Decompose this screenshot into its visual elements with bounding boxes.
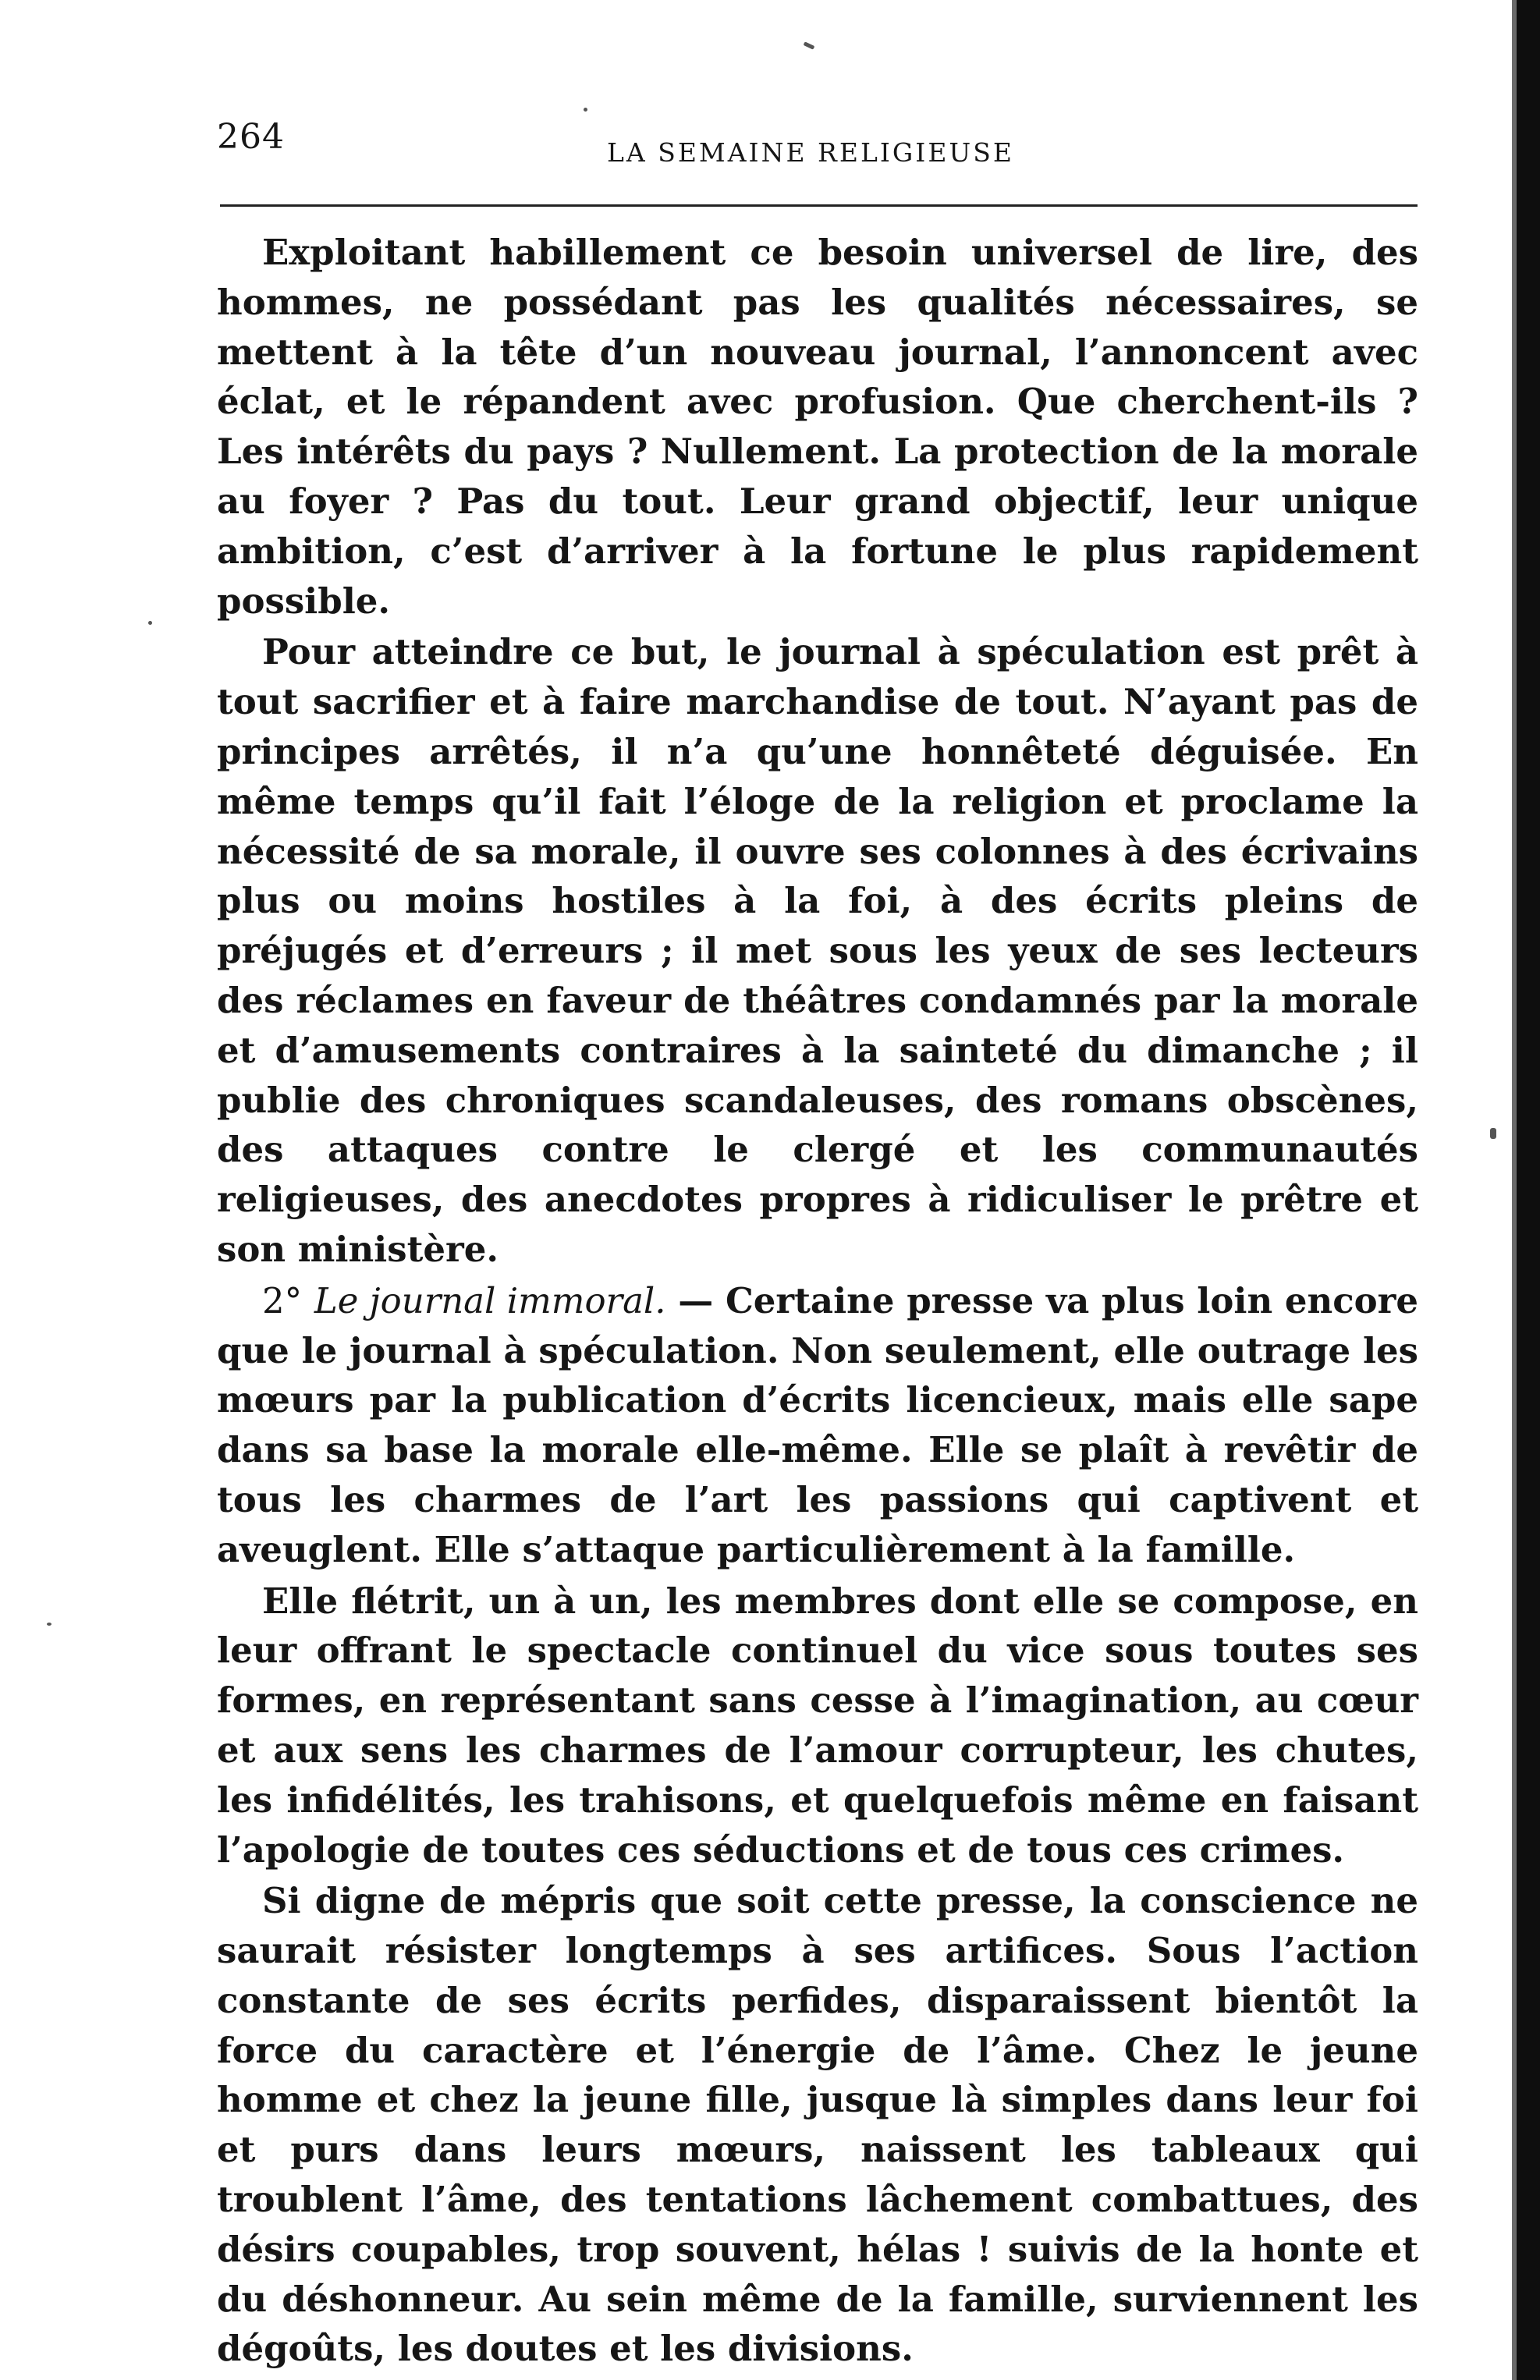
section-title: Le journal immoral. xyxy=(314,1279,666,1321)
paragraph-5: Si digne de mépris que soit cette presse, la conscience ne saurait résister longtemps à ses artifices. Sous l’action constante de ses écrits perfides, disparaissent bientôt la force du caractère et l’énergie de l’âme. Chez le jeune homme et chez la jeune fille, jusque là simples dans leur foi et purs dans leurs mœurs, naissent les tableaux qui troublent l’âme, des tentations lâchement combattues, des désirs coupables, trop souvent, hélas ! suivis de la honte et du déshonneur. Au sein même de la famille, surviennent les dégoûts, les doutes et les divisions. xyxy=(217,1880,1418,2370)
paragraph-3 xyxy=(217,1276,1418,1575)
body-text xyxy=(217,228,1418,2374)
paragraph-3-text: — Certaine presse va plus loin encore que le journal à spéculation. Non seulement, elle outrage les mœurs par la publication d’écrits licencieux, mais elle sape dans sa base la morale elle-même. Elle se plaît à revêtir de tous les charmes de l’art les passions qui captivent et aveuglent. Elle s’attaque particulièrement à la famille. xyxy=(217,1279,1418,1570)
page-number: 264 xyxy=(217,117,285,157)
page-header xyxy=(217,117,1418,168)
running-title: LA SEMAINE RELIGIEUSE xyxy=(607,137,1014,168)
page-edge xyxy=(1517,0,1540,2380)
paragraph-2: Pour atteindre ce but, le journal à spéculation est prêt à tout sacrifier et à faire marchandise de tout. N’ayant pas de principes arrêtés, il n’a qu’une honnêteté déguisée. En même temps qu’il fait l’éloge de la religion et proclame la nécessité de sa morale, il ouvre ses colonnes à des écrivains plus ou moins hostiles à la foi, à des écrits pleins de préjugés et d’erreurs ; il met sous les yeux de ses lecteurs des réclames en faveur de théâtres condamnés par la morale et d’amusements contraires à la sainteté du dimanche ; il publie des chroniques scandaleuses, des romans obscènes, des attaques contre le clergé et les communautés religieuses, des anecdotes propres à ridiculiser le prêtre et son ministère. xyxy=(217,631,1418,1270)
paragraph-4: Elle flétrit, un à un, les membres dont elle se compose, en leur offrant le spectacle continuel du vice sous toutes ses formes, en représentant sans cesse à l’imagination, au cœur et aux sens les charmes de l’amour corrupteur, les chutes, les infidélités, les trahisons, et quelquefois même en faisant l’apologie de toutes ces séductions et de tous ces crimes. xyxy=(217,1580,1418,1871)
scan-speck xyxy=(148,621,152,625)
section-number: 2° xyxy=(262,1279,303,1321)
scan-speck xyxy=(47,1623,51,1626)
scan-speck xyxy=(584,108,587,112)
scan-speck xyxy=(1490,1128,1496,1139)
scan-speck xyxy=(804,41,815,49)
header-rule xyxy=(220,204,1418,207)
paragraph-1: Exploitant habillement ce besoin universel de lire, des hommes, ne possédant pas les qualités nécessaires, se mettent à la tête d’un nouveau journal, l’annoncent avec éclat, et le répandent avec profusion. Que cherchent-ils ? Les intérêts du pays ? Nullement. La protection de la morale au foyer ? Pas du tout. Leur grand objectif, leur unique ambition, c’est d’arriver à la fortune le plus rapidement possible. xyxy=(217,232,1418,622)
